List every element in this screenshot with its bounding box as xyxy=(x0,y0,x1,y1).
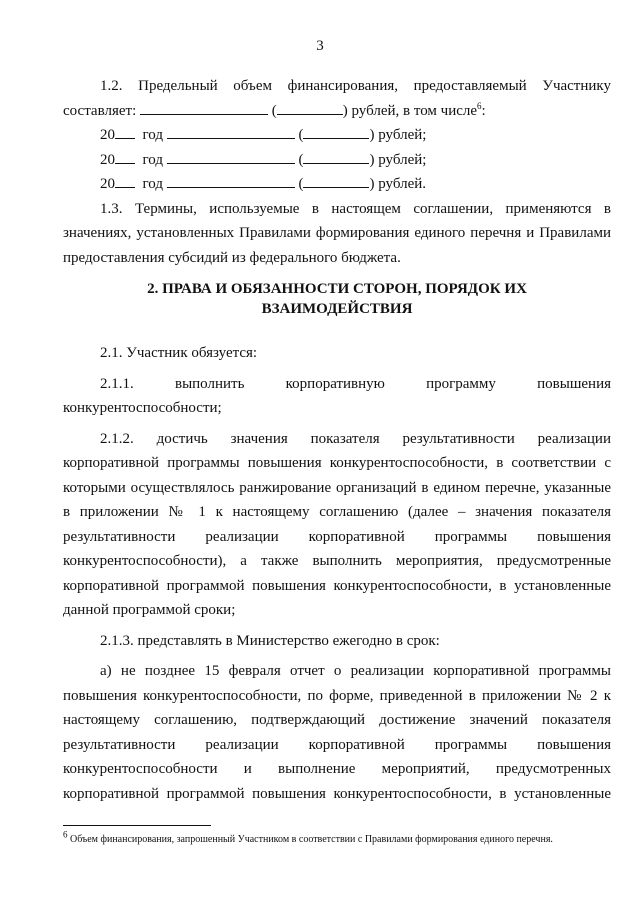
clause-1-3-line1: 1.3. Термины, используемые в настоящем соглашении, применяются в xyxy=(100,200,611,217)
clause-1-2-amount-label: составляет: xyxy=(63,102,137,119)
clause-line: настоящему соглашению, подтверждающий достижение значений показателя xyxy=(63,712,611,728)
section-2-heading-line2: ВЗАИМОДЕЙСТВИЯ xyxy=(261,301,413,317)
year-word: год xyxy=(142,151,163,168)
year-prefix: 20 xyxy=(100,151,115,168)
year-amount-blank xyxy=(167,173,295,188)
clause-line: 2.1.2. достичь значения показателя результативности реализации xyxy=(100,430,611,447)
amount-words-close: ) рублей, в том числе xyxy=(342,102,478,119)
year-row xyxy=(63,172,611,197)
year-open: ( xyxy=(298,127,304,143)
amount-blank xyxy=(140,100,268,115)
year-blank xyxy=(115,149,135,164)
clause-line: данной программой сроки; xyxy=(63,602,236,618)
footnote-ref: 6 xyxy=(477,100,482,111)
amount-colon: : xyxy=(481,102,486,119)
year-blank xyxy=(115,173,135,188)
year-words-blank xyxy=(303,124,369,139)
clause-1-2-line2 xyxy=(63,99,611,124)
amount-words-open: ( xyxy=(271,102,277,119)
clause-line: а) не позднее 15 февраля отчет о реализации корпоративной программы xyxy=(100,663,611,679)
clause-2-1-1-line2: конкурентоспособности; xyxy=(63,400,222,416)
year-amount-blank xyxy=(167,124,295,139)
year-words-blank xyxy=(303,173,369,188)
year-open: ( xyxy=(298,176,304,192)
clause-line: повышения конкурентоспособности, по форме, приведенной в приложении № 2 к xyxy=(63,687,611,704)
clause-line: которыми осуществлялось ранжирование организаций в едином перечне, указанные xyxy=(63,479,611,496)
document-body xyxy=(63,74,611,806)
year-word: год xyxy=(142,176,163,192)
year-close: ) рублей; xyxy=(369,151,427,168)
clause-2-1-3: 2.1.3. представлять в Министерство ежегодно в срок: xyxy=(100,632,440,649)
section-2-heading-line1: 2. ПРАВА И ОБЯЗАННОСТИ СТОРОН, ПОРЯДОК ИХ xyxy=(147,281,527,297)
year-prefix: 20 xyxy=(100,127,115,143)
clause-line: корпоративной программой повышения конкурентоспособности, в установленные xyxy=(63,785,611,802)
year-prefix: 20 xyxy=(100,176,115,192)
clause-1-2-line1: 1.2. Предельный объем финансирования, предоставляемый Участнику xyxy=(100,78,611,94)
page-number: 3 xyxy=(316,38,324,54)
clause-2-1-1-line1: 2.1.1. выполнить корпоративную программу повышения xyxy=(100,375,611,392)
year-open: ( xyxy=(298,151,304,168)
clause-line: результативности реализации корпоративной программы повышения xyxy=(63,736,611,753)
clause-line: корпоративной программой повышения конкурентоспособности, в установленные xyxy=(63,577,611,594)
year-row xyxy=(63,123,611,148)
footnote xyxy=(63,829,611,846)
year-blank xyxy=(115,124,135,139)
clause-line: корпоративной программы повышения конкурентоспособности, в соответствии с xyxy=(63,455,611,471)
clause-line: конкурентоспособности), а также выполнить мероприятия, предусмотренные xyxy=(63,553,611,569)
footnote-text: Объем финансирования, запрошенный Участником в соответствии с Правилами формирования единого перечня. xyxy=(67,834,553,845)
clause-1-3-line2: значениях, установленных Правилами формирования единого перечня и Правилами xyxy=(63,225,611,241)
footnote-divider xyxy=(63,825,211,826)
clause-2-1: 2.1. Участник обязуется: xyxy=(100,345,258,361)
clause-line: в приложении № 1 к настоящему соглашению (далее – значения показателя xyxy=(63,504,611,520)
year-word: год xyxy=(142,127,163,143)
year-row xyxy=(63,148,611,173)
clause-line: результативности реализации корпоративной программы повышения xyxy=(63,528,611,545)
year-amount-blank xyxy=(167,149,295,164)
clause-2-1-3-a xyxy=(63,659,611,806)
clause-2-1-2 xyxy=(63,427,611,623)
year-close: ) рублей. xyxy=(369,176,427,192)
footnote-marker: 6 xyxy=(63,829,68,840)
section-2-heading xyxy=(63,270,611,341)
year-words-blank xyxy=(303,149,369,164)
amount-words-blank xyxy=(277,100,343,115)
clause-1-3-line3: предоставления субсидий из федерального бюджета. xyxy=(63,249,401,266)
year-close: ) рублей; xyxy=(369,127,427,143)
clause-line: конкурентоспособности и выполнение мероприятий, предусмотренных xyxy=(63,761,611,777)
